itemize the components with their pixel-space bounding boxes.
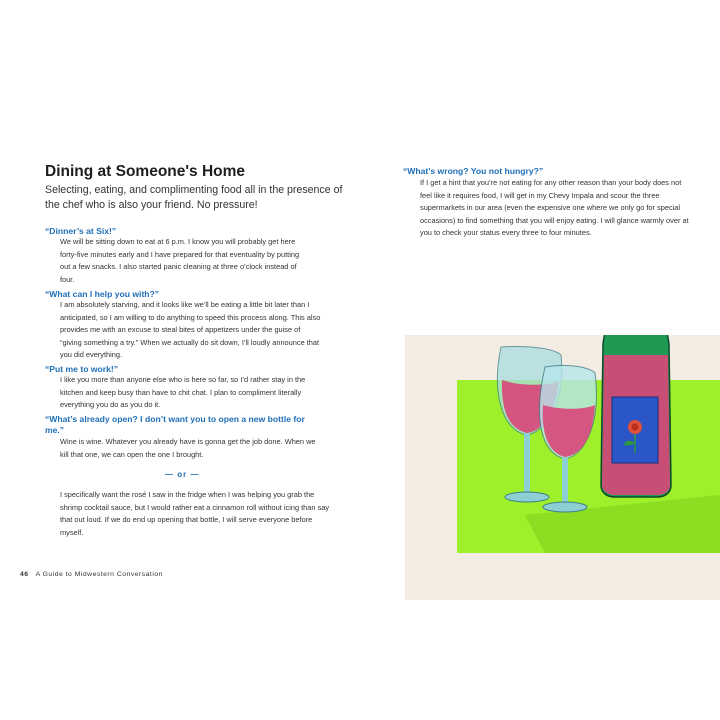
page-footer [20,571,163,578]
section-body-already-open: Wine is wine. Whatever you already have is gonna get the job done. When we kill that one, we can open the one I brought. [60,437,316,459]
page-subtitle: Selecting, eating, and complimenting food all in the presence of the chef who is also your friend. No pressure! [45,184,343,211]
wine-illustration [405,335,720,600]
wine-bottle-icon [601,335,671,497]
section-body-not-hungry: If I get a hint that you’re not eating for any other reason than your body does not feel like it requires food, I will get in my Chevy Impala and scour the three supermarkets in our area (even the expensive one where we only go for special occasions) to find something that you will enjoy eating. I will glance warmly over at you to check your status every three to four minutes. [420,178,689,238]
page-title: Dining at Someone's Home [45,163,246,180]
page-number: 46 [20,571,29,578]
section-heading-dinner-at-six: “Dinner’s at Six!” [45,226,117,236]
or-divider: — or — [165,470,200,479]
section-body-rose: I specifically want the rosé I saw in the fridge when I was helping you grab the shrimp cocktail sauce, but I would rather eat a cinnamon roll without icing than say that out loud. If we do end up opening that bottle, I will serve everyone before myself. [60,490,330,537]
book-title: A Guide to Midwestern Conversation [35,571,163,578]
section-body-dinner-at-six: We will be sitting down to eat at 6 p.m. I know you will probably get here forty-five minutes early and I have prepared for that eventuality by putting out a few snacks. I also started panic cleaning at three o’clock instead of four. [60,237,300,284]
section-heading-already-open: “What’s already open? I don’t want you to open a new bottle for me.” [45,414,305,435]
section-body-put-me-to-work: I like you more than anyone else who is here so far, so I’d rather stay in the kitchen and keep busy than have to chit chat. I plan to compliment literally everything you do as you do it. [60,375,306,410]
section-heading-help: “What can I help you with?” [45,289,160,299]
section-heading-put-me-to-work: “Put me to work!” [45,364,119,374]
section-heading-not-hungry: “What’s wrong? You not hungry?” [403,166,544,176]
section-body-help: I am absolutely starving, and it looks like we’ll be eating a little bit later than I anticipated, so I am willing to do anything to speed this process along. This also provides me with an excuse to steal bites of appetizers under the guise of “giving something a try.” When we actually do sit down, I’ll loudly announce that you did everything. [60,300,321,360]
